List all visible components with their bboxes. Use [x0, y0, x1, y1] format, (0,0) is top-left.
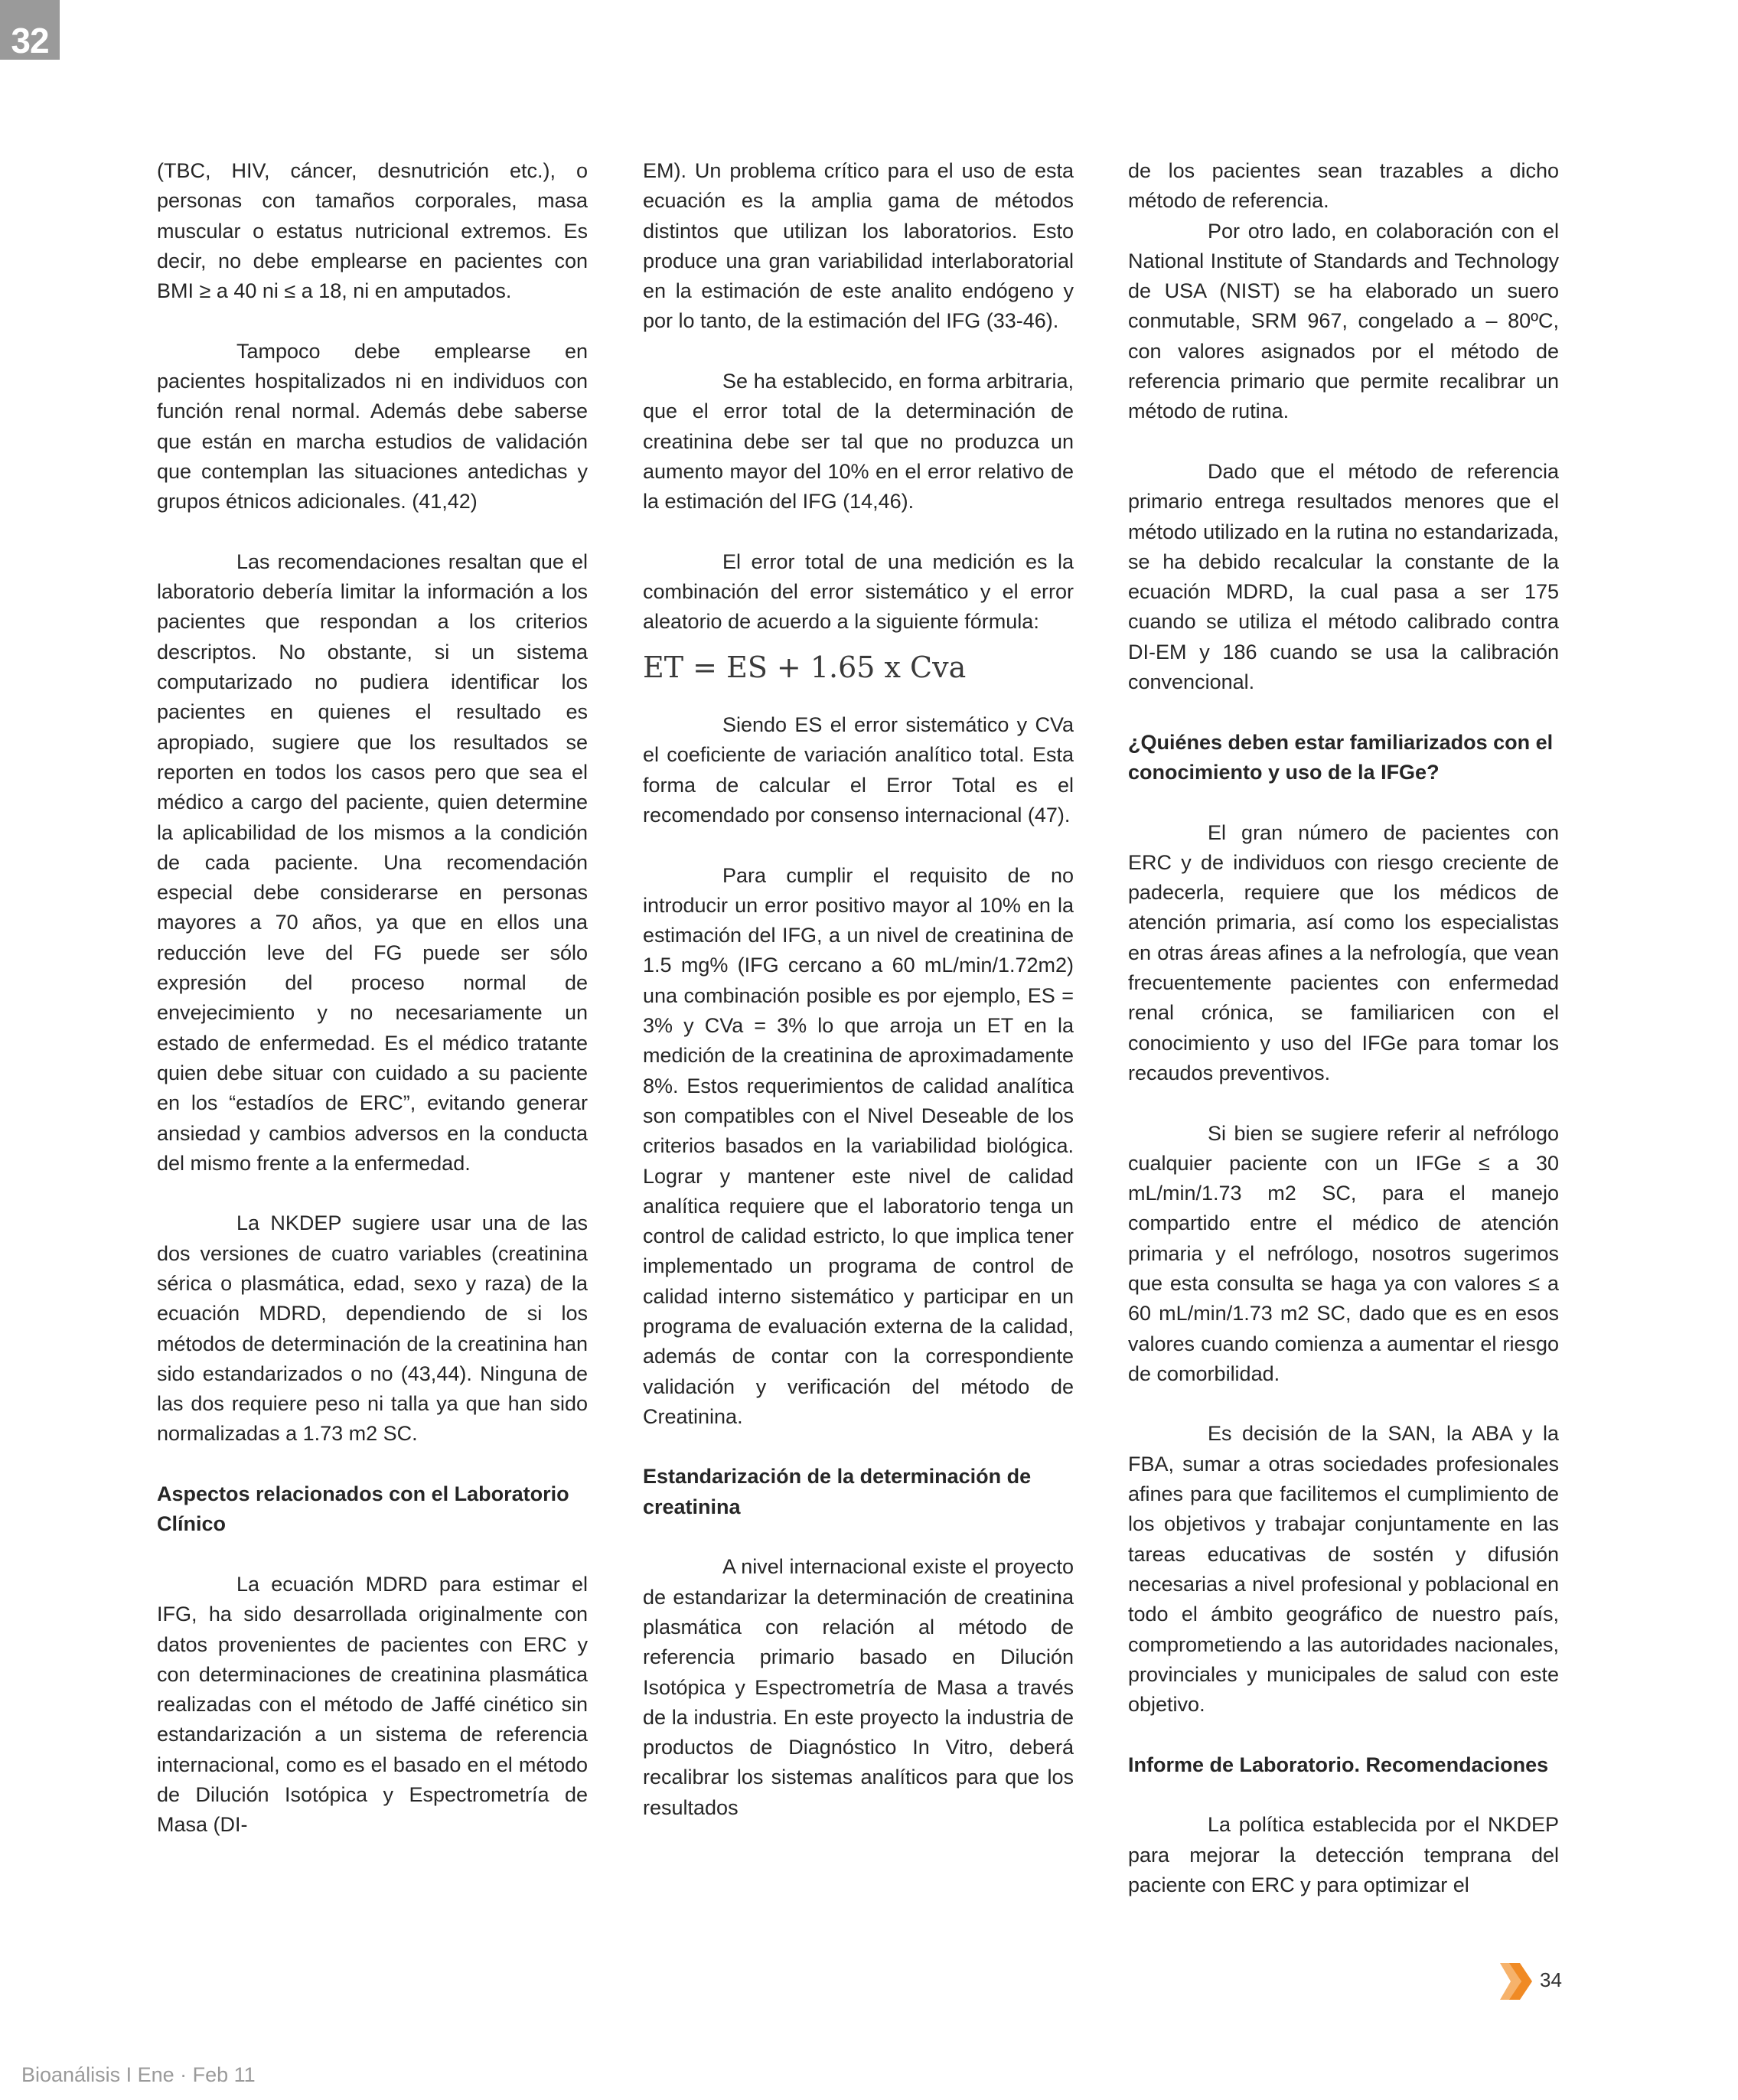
paragraph: El gran número de pacientes con ERC y de individuos con riesgo creciente de padecerla, requiere que los médicos de atención primaria, así como los especialistas en otras áreas afines a la nefrología, que vean frecuentemente pacientes con enfermedad renal crónica, se familiaricen con el conocimiento y uso del IFGe para tomar los recaudos preventivos. — [1128, 820, 1559, 1084]
paragraph: Por otro lado, en colaboración con el National Institute of Standards and Technology de USA (NIST) se ha elaborado un suero conmutable, SRM 967, congelado a – 80ºC, con valores asignados por el método de referencia primario que permite recalibrar un método de rutina. — [1128, 219, 1559, 423]
section-heading: Estandarización de la determinación de creatinina — [643, 1465, 1032, 1518]
footer-page-number: 34 — [1540, 1968, 1562, 1991]
paragraph: Las recomendaciones resaltan que el laboratorio debería limitar la información a los pacientes que respondan a los criterios descriptos. No obstante, si un sistema computarizado no pudiera identificar los pacientes en quienes el resultado es apropiado, sugiere que los resultados se reporten en todos los casos pero que sea el médico a cargo del paciente, quien determine la aplicabilidad de los mismos a la condición de cada paciente. Una recomendación especial debe considerarse en personas mayores a 70 años, ya que en ellos una reducción leve del FG puede ser sólo expresión del proceso normal de envejecimiento y no necesariamente un estado de enfermedad. Es el médico tratante quien debe situar con cuidado a su paciente en los “estadíos de ERC”, evitando generar ansiedad y cambios adversos en la conducta del mismo frente a la enfermedad. — [157, 549, 588, 1175]
section-heading: Informe de Laboratorio. Recomendaciones — [1128, 1753, 1549, 1776]
text-column-1 — [157, 156, 588, 1841]
paragraph: Tampoco debe emplearse en pacientes hospitalizados ni en individuos con función renal normal. Además debe saberse que están en marcha estudios de validación que contemplan las situaciones antedichas y grupos étnicos adicionales. (41,42) — [157, 339, 588, 514]
next-page-arrow-icon — [1500, 1963, 1532, 2000]
paragraph: El error total de una medición es la combinación del error sistemático y el error aleatorio de acuerdo a la siguiente fórmula: — [643, 549, 1074, 634]
paragraph: EM). Un problema crítico para el uso de esta ecuación es la amplia gama de métodos distintos que utilizan los laboratorios. Esto produce una gran variabilidad interlaboratorial en la estimación de este analito endógeno y por lo tanto, de la estimación del IFG (33-46). — [643, 159, 1074, 333]
text-column-2 — [643, 156, 1074, 1823]
section-heading: ¿Quiénes deben estar familiarizados con el conocimiento y uso de la IFGe? — [1128, 730, 1554, 784]
error-formula: ET = ES + 1.65 x Cva — [643, 650, 967, 684]
paragraph: Es decisión de la SAN, la ABA y la FBA, sumar a otras sociedades profesionales afines para que facilitemos el cumplimiento de los objetivos y trabajar conjuntamente en las tareas educativas de sostén y difusión necesarias a nivel profesional y poblacional en todo el ámbito geográfico de nuestro país, comprometiendo a las autoridades nacionales, provinciales y municipales de salud con este objetivo. — [1128, 1422, 1559, 1717]
footer-magazine-name: Bioanálisis I Ene · Feb 11 — [21, 2063, 256, 2086]
paragraph: La política establecida por el NKDEP para mejorar la detección temprana del paciente con ERC y para optimizar el — [1128, 1813, 1559, 1896]
paragraph: La NKDEP sugiere usar una de las dos versiones de cuatro variables (creatinina sérica o plasmática, edad, sexo y raza) de la ecuación MDRD, dependiendo de si los métodos de determinación de la creatinina han sido estandarizados o no (43,44). Ninguna de las dos requiere peso ni talla ya que han sido normalizadas a 1.73 m2 SC. — [157, 1211, 588, 1446]
paragraph: de los pacientes sean trazables a dicho método de referencia. — [1128, 159, 1559, 213]
paragraph: A nivel internacional existe el proyecto de estandarizar la determinación de creatinina plasmática con relación al método de referencia primario basado en Dilución Isotópica y Espectrometría de Masa a través de la industria. En este proyecto la industria de productos de Diagnóstico In Vitro, deberá recalibrar los sistemas analíticos para que los resultados — [643, 1555, 1074, 1819]
section-heading: Aspectos relacionados con el Laboratorio Clínico — [157, 1482, 569, 1536]
text-column-3 — [1128, 156, 1559, 1900]
paragraph: Si bien se sugiere referir al nefrólogo cualquier paciente con un IFGe ≤ a 30 mL/min/1.73 m2 SC, para el manejo compartido entre el médico de atención primaria y el nefrólogo, nosotros sugerimos que esta consulta se haga ya con valores ≤ a 60 mL/min/1.73 m2 SC, dado que es en esos valores cuando comienza a aumentar el riesgo de comorbilidad. — [1128, 1121, 1559, 1385]
paragraph: Para cumplir el requisito de no introducir un error positivo mayor al 10% en la estimación del IFG, a un nivel de creatinina de 1.5 mg% (IFG cercano a 60 mL/min/1.72m2) una combinación posible es por ejemplo, ES = 3% y CVa = 3% lo que arroja un ET en la medición de la creatinina de aproximadamente 8%. Estos requerimientos de calidad analítica son compatibles con el Nivel Deseable de los criterios basados en la variabilidad biológica. Lograr y mantener este nivel de calidad analítica requiere que el laboratorio tenga un control de calidad estricto, lo que implica tener implementado un programa de control de calidad interno sistemático y participar en un programa de evaluación externa de la calidad, además de contar con la correspondiente validación y verificación del método de Creatinina. — [643, 863, 1074, 1428]
paragraph: La ecuación MDRD para estimar el IFG, ha sido desarrollada originalmente con datos provenientes de pacientes con ERC y con determinaciones de creatinina plasmática realizadas con el método de Jaffé cinético sin estandarización a un sistema de referencia internacional, como es el basado en el método de Dilución Isotópica y Espectrometría de Masa (DI- — [157, 1572, 588, 1837]
paragraph: (TBC, HIV, cáncer, desnutrición etc.), o personas con tamaños corporales, masa muscular o estatus nutricional extremos. Es decir, no debe emplearse en pacientes con BMI ≥ a 40 ni ≤ a 18, ni en amputados. — [157, 159, 588, 303]
paragraph: Siendo ES el error sistemático y CVa el coeficiente de variación analítico total. Esta forma de calcular el Error Total es el recomendado por consenso internacional (47). — [643, 713, 1074, 827]
paragraph: Dado que el método de referencia primario entrega resultados menores que el método utilizado en la rutina no estandarizada, se ha debido recalcular la constante de la ecuación MDRD, la cual pasa a ser 175 cuando se utiliza el método calibrado contra DI-EM y 186 cuando se usa la calibración convencional. — [1128, 459, 1559, 694]
paragraph: Se ha establecido, en forma arbitraria, que el error total de la determinación de creatinina debe ser tal que no produzca un aumento mayor del 10% en el error relativo de la estimación del IFG (14,46). — [643, 370, 1074, 514]
page-number-tab: 32 — [0, 0, 60, 60]
